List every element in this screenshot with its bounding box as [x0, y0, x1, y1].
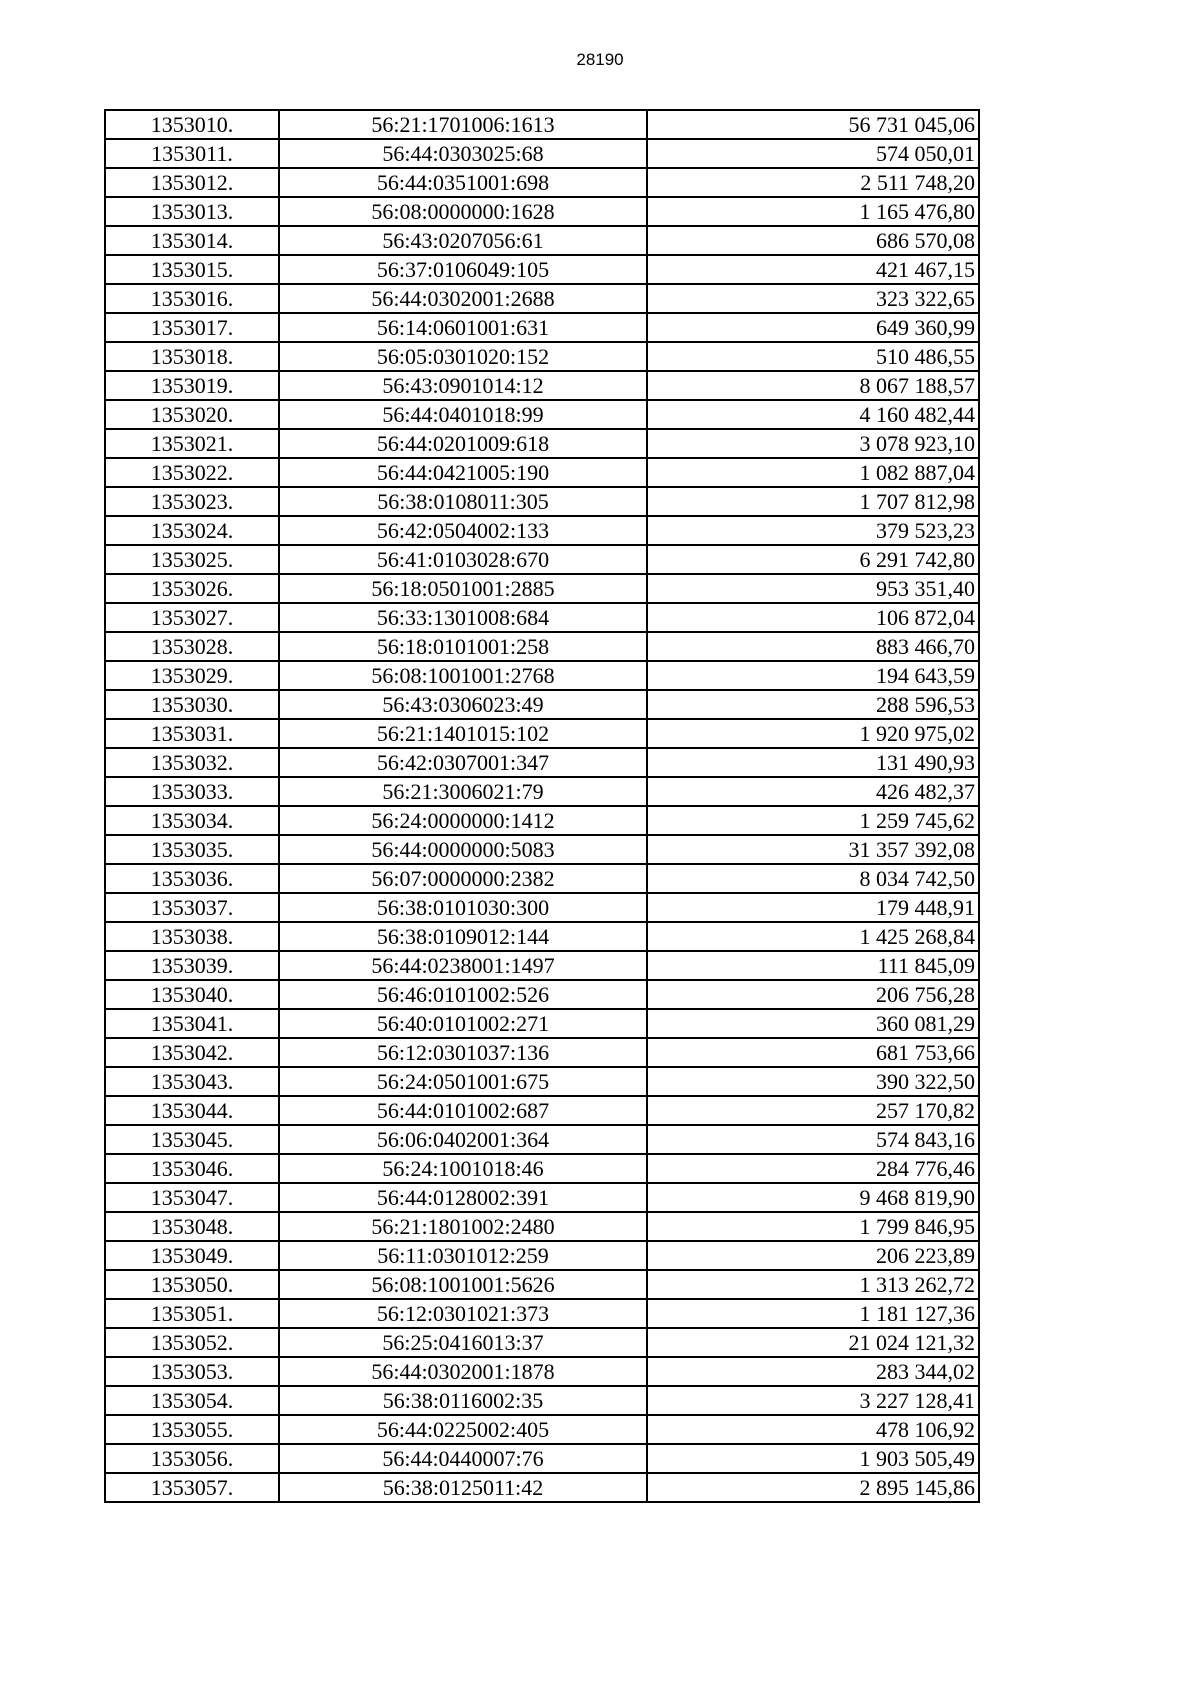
cadastral-value-cell: 257 170,82: [647, 1096, 979, 1125]
cadastral-value-cell: 1 799 846,95: [647, 1212, 979, 1241]
cadastral-number-cell: 56:05:0301020:152: [279, 342, 647, 371]
table-row: [105, 110, 979, 139]
row-number-cell: 1353041.: [105, 1009, 279, 1038]
row-number-cell: 1353040.: [105, 980, 279, 1009]
row-number-cell: 1353017.: [105, 313, 279, 342]
cadastral-value-cell: 3 227 128,41: [647, 1386, 979, 1415]
cadastral-number-cell: 56:37:0106049:105: [279, 255, 647, 284]
table-row: [105, 197, 979, 226]
row-number-cell: 1353056.: [105, 1444, 279, 1473]
row-number-cell: 1353036.: [105, 864, 279, 893]
cadastral-value-cell: 1 707 812,98: [647, 487, 979, 516]
table-row: [105, 226, 979, 255]
cadastral-value-cell: 8 034 742,50: [647, 864, 979, 893]
table-row: [105, 545, 979, 574]
page-number: 28190: [576, 50, 624, 69]
table-row: [105, 1212, 979, 1241]
cadastral-number-cell: 56:14:0601001:631: [279, 313, 647, 342]
table-row: [105, 139, 979, 168]
cadastral-value-cell: 421 467,15: [647, 255, 979, 284]
table-row: [105, 1386, 979, 1415]
row-number-cell: 1353046.: [105, 1154, 279, 1183]
cadastral-value-cell: 206 756,28: [647, 980, 979, 1009]
cadastral-value-cell: 179 448,91: [647, 893, 979, 922]
table-row: [105, 748, 979, 777]
cadastral-value-cell: 2 511 748,20: [647, 168, 979, 197]
table-row: [105, 719, 979, 748]
table-row: [105, 980, 979, 1009]
table-row: [105, 516, 979, 545]
cadastral-value-cell: 1 903 505,49: [647, 1444, 979, 1473]
table-row: [105, 371, 979, 400]
cadastral-value-cell: 510 486,55: [647, 342, 979, 371]
table-row: [105, 1270, 979, 1299]
cadastral-number-cell: 56:38:0116002:35: [279, 1386, 647, 1415]
row-number-cell: 1353052.: [105, 1328, 279, 1357]
row-number-cell: 1353035.: [105, 835, 279, 864]
table-row: [105, 400, 979, 429]
cadastral-number-cell: 56:38:0125011:42: [279, 1473, 647, 1502]
cadastral-number-cell: 56:38:0109012:144: [279, 922, 647, 951]
cadastral-value-cell: 131 490,93: [647, 748, 979, 777]
cadastral-value-cell: 1 259 745,62: [647, 806, 979, 835]
cadastral-value-cell: 574 843,16: [647, 1125, 979, 1154]
cadastral-number-cell: 56:44:0302001:2688: [279, 284, 647, 313]
cadastral-value-cell: 379 523,23: [647, 516, 979, 545]
row-number-cell: 1353043.: [105, 1067, 279, 1096]
table-body: [105, 110, 979, 1502]
cadastral-number-cell: 56:44:0238001:1497: [279, 951, 647, 980]
row-number-cell: 1353023.: [105, 487, 279, 516]
row-number-cell: 1353021.: [105, 429, 279, 458]
row-number-cell: 1353045.: [105, 1125, 279, 1154]
table-row: [105, 777, 979, 806]
table-row: [105, 1096, 979, 1125]
cadastral-number-cell: 56:44:0101002:687: [279, 1096, 647, 1125]
table-row: [105, 922, 979, 951]
table-row: [105, 1241, 979, 1270]
cadastral-value-cell: 288 596,53: [647, 690, 979, 719]
cadastral-value-cell: 6 291 742,80: [647, 545, 979, 574]
table-row: [105, 313, 979, 342]
cadastral-value-cell: 1 082 887,04: [647, 458, 979, 487]
cadastral-number-cell: 56:43:0207056:61: [279, 226, 647, 255]
table-row: [105, 342, 979, 371]
cadastral-value-cell: 3 078 923,10: [647, 429, 979, 458]
row-number-cell: 1353048.: [105, 1212, 279, 1241]
row-number-cell: 1353027.: [105, 603, 279, 632]
cadastral-number-cell: 56:06:0402001:364: [279, 1125, 647, 1154]
row-number-cell: 1353018.: [105, 342, 279, 371]
row-number-cell: 1353037.: [105, 893, 279, 922]
cadastral-value-cell: 1 313 262,72: [647, 1270, 979, 1299]
cadastral-value-cell: 360 081,29: [647, 1009, 979, 1038]
cadastral-number-cell: 56:07:0000000:2382: [279, 864, 647, 893]
row-number-cell: 1353053.: [105, 1357, 279, 1386]
cadastral-value-cell: 111 845,09: [647, 951, 979, 980]
row-number-cell: 1353025.: [105, 545, 279, 574]
table-row: [105, 574, 979, 603]
cadastral-number-cell: 56:08:1001001:2768: [279, 661, 647, 690]
cadastral-number-cell: 56:41:0103028:670: [279, 545, 647, 574]
row-number-cell: 1353055.: [105, 1415, 279, 1444]
cadastral-number-cell: 56:08:1001001:5626: [279, 1270, 647, 1299]
cadastral-value-cell: 390 322,50: [647, 1067, 979, 1096]
table-row: [105, 806, 979, 835]
cadastral-number-cell: 56:44:0128002:391: [279, 1183, 647, 1212]
table-row: [105, 661, 979, 690]
cadastral-number-cell: 56:44:0401018:99: [279, 400, 647, 429]
row-number-cell: 1353038.: [105, 922, 279, 951]
cadastral-number-cell: 56:21:1801002:2480: [279, 1212, 647, 1241]
cadastral-value-cell: 194 643,59: [647, 661, 979, 690]
cadastral-value-cell: 106 872,04: [647, 603, 979, 632]
row-number-cell: 1353012.: [105, 168, 279, 197]
cadastral-value-cell: 1 181 127,36: [647, 1299, 979, 1328]
cadastral-number-cell: 56:44:0440007:76: [279, 1444, 647, 1473]
cadastral-value-cell: 478 106,92: [647, 1415, 979, 1444]
cadastral-number-cell: 56:18:0501001:2885: [279, 574, 647, 603]
cadastral-number-cell: 56:25:0416013:37: [279, 1328, 647, 1357]
row-number-cell: 1353028.: [105, 632, 279, 661]
table-row: [105, 1125, 979, 1154]
cadastral-value-cell: 21 024 121,32: [647, 1328, 979, 1357]
cadastral-number-cell: 56:21:1401015:102: [279, 719, 647, 748]
cadastral-number-cell: 56:43:0306023:49: [279, 690, 647, 719]
cadastral-value-cell: 574 050,01: [647, 139, 979, 168]
cadastral-number-cell: 56:21:3006021:79: [279, 777, 647, 806]
row-number-cell: 1353020.: [105, 400, 279, 429]
row-number-cell: 1353013.: [105, 197, 279, 226]
row-number-cell: 1353026.: [105, 574, 279, 603]
table-row: [105, 632, 979, 661]
row-number-cell: 1353032.: [105, 748, 279, 777]
row-number-cell: 1353051.: [105, 1299, 279, 1328]
table-row: [105, 255, 979, 284]
cadastral-number-cell: 56:21:1701006:1613: [279, 110, 647, 139]
table-row: [105, 487, 979, 516]
row-number-cell: 1353019.: [105, 371, 279, 400]
cadastral-number-cell: 56:46:0101002:526: [279, 980, 647, 1009]
table-row: [105, 1154, 979, 1183]
table-row: [105, 1328, 979, 1357]
row-number-cell: 1353015.: [105, 255, 279, 284]
row-number-cell: 1353029.: [105, 661, 279, 690]
table-row: [105, 893, 979, 922]
cadastral-number-cell: 56:44:0302001:1878: [279, 1357, 647, 1386]
cadastral-number-cell: 56:18:0101001:258: [279, 632, 647, 661]
row-number-cell: 1353033.: [105, 777, 279, 806]
table-row: [105, 603, 979, 632]
cadastral-number-cell: 56:24:0000000:1412: [279, 806, 647, 835]
table-row: [105, 1357, 979, 1386]
row-number-cell: 1353050.: [105, 1270, 279, 1299]
row-number-cell: 1353057.: [105, 1473, 279, 1502]
cadastral-number-cell: 56:11:0301012:259: [279, 1241, 647, 1270]
row-number-cell: 1353014.: [105, 226, 279, 255]
cadastral-number-cell: 56:43:0901014:12: [279, 371, 647, 400]
cadastral-value-cell: 681 753,66: [647, 1038, 979, 1067]
row-number-cell: 1353049.: [105, 1241, 279, 1270]
cadastral-number-cell: 56:44:0225002:405: [279, 1415, 647, 1444]
row-number-cell: 1353034.: [105, 806, 279, 835]
cadastral-value-cell: 1 165 476,80: [647, 197, 979, 226]
row-number-cell: 1353054.: [105, 1386, 279, 1415]
cadastral-number-cell: 56:12:0301021:373: [279, 1299, 647, 1328]
table-row: [105, 1183, 979, 1212]
cadastral-value-cell: 284 776,46: [647, 1154, 979, 1183]
table-row: [105, 458, 979, 487]
table-row: [105, 1444, 979, 1473]
cadastral-number-cell: 56:38:0108011:305: [279, 487, 647, 516]
cadastral-number-cell: 56:24:1001018:46: [279, 1154, 647, 1183]
row-number-cell: 1353047.: [105, 1183, 279, 1212]
row-number-cell: 1353030.: [105, 690, 279, 719]
cadastral-value-cell: 56 731 045,06: [647, 110, 979, 139]
cadastral-value-cell: 883 466,70: [647, 632, 979, 661]
cadastral-number-cell: 56:42:0504002:133: [279, 516, 647, 545]
cadastral-value-cell: 1 425 268,84: [647, 922, 979, 951]
table-row: [105, 1009, 979, 1038]
row-number-cell: 1353011.: [105, 139, 279, 168]
cadastral-number-cell: 56:33:1301008:684: [279, 603, 647, 632]
cadastral-number-cell: 56:40:0101002:271: [279, 1009, 647, 1038]
row-number-cell: 1353010.: [105, 110, 279, 139]
cadastral-number-cell: 56:44:0000000:5083: [279, 835, 647, 864]
row-number-cell: 1353031.: [105, 719, 279, 748]
row-number-cell: 1353044.: [105, 1096, 279, 1125]
cadastral-value-cell: 9 468 819,90: [647, 1183, 979, 1212]
cadastral-value-cell: 2 895 145,86: [647, 1473, 979, 1502]
cadastral-number-cell: 56:44:0351001:698: [279, 168, 647, 197]
table-row: [105, 168, 979, 197]
cadastral-number-cell: 56:44:0303025:68: [279, 139, 647, 168]
table-row: [105, 835, 979, 864]
cadastral-number-cell: 56:12:0301037:136: [279, 1038, 647, 1067]
table-row: [105, 284, 979, 313]
table-row: [105, 429, 979, 458]
table-row: [105, 864, 979, 893]
row-number-cell: 1353016.: [105, 284, 279, 313]
table-row: [105, 1473, 979, 1502]
cadastral-value-cell: 8 067 188,57: [647, 371, 979, 400]
table-row: [105, 1299, 979, 1328]
cadastral-value-cell: 206 223,89: [647, 1241, 979, 1270]
cadastral-number-cell: 56:38:0101030:300: [279, 893, 647, 922]
row-number-cell: 1353022.: [105, 458, 279, 487]
row-number-cell: 1353039.: [105, 951, 279, 980]
cadastral-value-cell: 31 357 392,08: [647, 835, 979, 864]
cadastral-number-cell: 56:44:0201009:618: [279, 429, 647, 458]
table-row: [105, 1415, 979, 1444]
row-number-cell: 1353042.: [105, 1038, 279, 1067]
cadastral-number-cell: 56:08:0000000:1628: [279, 197, 647, 226]
cadastral-value-cell: 1 920 975,02: [647, 719, 979, 748]
cadastral-value-cell: 323 322,65: [647, 284, 979, 313]
cadastral-number-cell: 56:24:0501001:675: [279, 1067, 647, 1096]
cadastral-value-cell: 686 570,08: [647, 226, 979, 255]
cadastral-value-cell: 953 351,40: [647, 574, 979, 603]
cadastral-value-cell: 283 344,02: [647, 1357, 979, 1386]
table-row: [105, 690, 979, 719]
cadastral-value-cell: 649 360,99: [647, 313, 979, 342]
cadastral-value-table: [104, 109, 980, 1503]
table-row: [105, 1038, 979, 1067]
table-row: [105, 1067, 979, 1096]
table-row: [105, 951, 979, 980]
cadastral-value-cell: 4 160 482,44: [647, 400, 979, 429]
cadastral-number-cell: 56:44:0421005:190: [279, 458, 647, 487]
row-number-cell: 1353024.: [105, 516, 279, 545]
cadastral-number-cell: 56:42:0307001:347: [279, 748, 647, 777]
cadastral-value-cell: 426 482,37: [647, 777, 979, 806]
